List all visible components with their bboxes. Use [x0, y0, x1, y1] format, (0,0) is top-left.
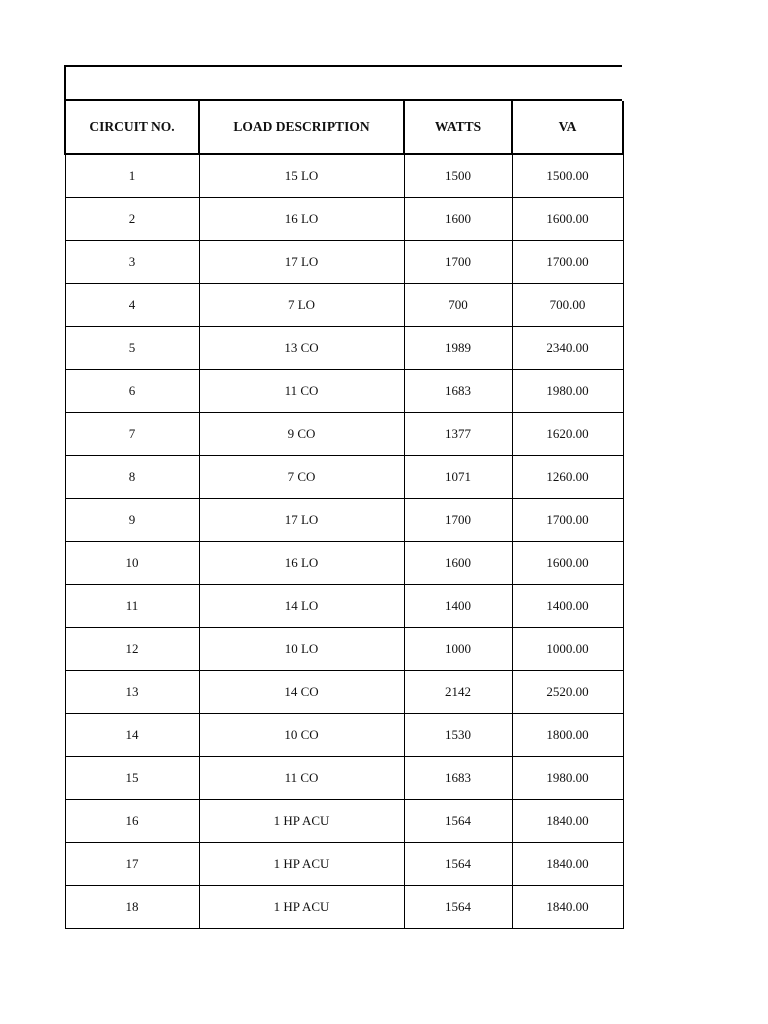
cell-watts: 1683	[404, 757, 512, 800]
header-watts: WATTS	[404, 101, 512, 154]
cell-va: 1400.00	[512, 585, 623, 628]
cell-load-description: 13 CO	[199, 327, 404, 370]
cell-va: 1600.00	[512, 542, 623, 585]
cell-circuit-no: 12	[65, 628, 199, 671]
table-row	[65, 413, 623, 456]
cell-circuit-no: 14	[65, 714, 199, 757]
cell-circuit-no: 18	[65, 886, 199, 929]
cell-load-description: 1 HP ACU	[199, 800, 404, 843]
cell-circuit-no: 6	[65, 370, 199, 413]
table-row	[65, 800, 623, 843]
table-row	[65, 499, 623, 542]
cell-va: 1000.00	[512, 628, 623, 671]
table-title-bar	[64, 65, 622, 101]
cell-va: 1840.00	[512, 800, 623, 843]
table-row	[65, 456, 623, 499]
cell-load-description: 17 LO	[199, 241, 404, 284]
cell-circuit-no: 15	[65, 757, 199, 800]
cell-watts: 1600	[404, 198, 512, 241]
cell-watts: 1700	[404, 241, 512, 284]
cell-circuit-no: 17	[65, 843, 199, 886]
table-row	[65, 757, 623, 800]
load-schedule-sheet	[64, 65, 622, 929]
cell-circuit-no: 11	[65, 585, 199, 628]
cell-circuit-no: 4	[65, 284, 199, 327]
table-row	[65, 628, 623, 671]
cell-load-description: 1 HP ACU	[199, 843, 404, 886]
cell-circuit-no: 7	[65, 413, 199, 456]
cell-circuit-no: 3	[65, 241, 199, 284]
cell-watts: 1071	[404, 456, 512, 499]
cell-circuit-no: 16	[65, 800, 199, 843]
cell-watts: 1564	[404, 800, 512, 843]
cell-watts: 1400	[404, 585, 512, 628]
table-row	[65, 198, 623, 241]
cell-watts: 1564	[404, 886, 512, 929]
cell-va: 1840.00	[512, 843, 623, 886]
cell-load-description: 1 HP ACU	[199, 886, 404, 929]
table-row	[65, 671, 623, 714]
cell-load-description: 10 LO	[199, 628, 404, 671]
cell-load-description: 16 LO	[199, 542, 404, 585]
cell-load-description: 7 CO	[199, 456, 404, 499]
cell-circuit-no: 2	[65, 198, 199, 241]
table-row	[65, 886, 623, 929]
header-circuit-no: CIRCUIT NO.	[65, 101, 199, 154]
cell-va: 1260.00	[512, 456, 623, 499]
cell-watts: 1700	[404, 499, 512, 542]
cell-circuit-no: 1	[65, 154, 199, 198]
cell-va: 1980.00	[512, 370, 623, 413]
cell-load-description: 16 LO	[199, 198, 404, 241]
cell-watts: 700	[404, 284, 512, 327]
cell-watts: 1989	[404, 327, 512, 370]
cell-va: 1700.00	[512, 499, 623, 542]
header-load-description: LOAD DESCRIPTION	[199, 101, 404, 154]
table-row	[65, 714, 623, 757]
table-row	[65, 284, 623, 327]
cell-circuit-no: 10	[65, 542, 199, 585]
cell-watts: 1500	[404, 154, 512, 198]
cell-load-description: 7 LO	[199, 284, 404, 327]
cell-watts: 1377	[404, 413, 512, 456]
cell-watts: 1530	[404, 714, 512, 757]
cell-va: 2520.00	[512, 671, 623, 714]
cell-circuit-no: 8	[65, 456, 199, 499]
cell-va: 1700.00	[512, 241, 623, 284]
load-schedule-table	[64, 101, 624, 929]
cell-va: 1620.00	[512, 413, 623, 456]
cell-watts: 1000	[404, 628, 512, 671]
cell-load-description: 15 LO	[199, 154, 404, 198]
cell-watts: 1600	[404, 542, 512, 585]
table-row	[65, 154, 623, 198]
cell-va: 700.00	[512, 284, 623, 327]
cell-load-description: 11 CO	[199, 370, 404, 413]
cell-va: 1980.00	[512, 757, 623, 800]
table-row	[65, 843, 623, 886]
header-va: VA	[512, 101, 623, 154]
cell-circuit-no: 5	[65, 327, 199, 370]
cell-load-description: 14 CO	[199, 671, 404, 714]
cell-va: 1500.00	[512, 154, 623, 198]
table-row	[65, 241, 623, 284]
cell-circuit-no: 13	[65, 671, 199, 714]
table-row	[65, 327, 623, 370]
cell-load-description: 9 CO	[199, 413, 404, 456]
cell-load-description: 11 CO	[199, 757, 404, 800]
cell-circuit-no: 9	[65, 499, 199, 542]
table-row	[65, 370, 623, 413]
table-row	[65, 542, 623, 585]
cell-load-description: 10 CO	[199, 714, 404, 757]
cell-watts: 1564	[404, 843, 512, 886]
cell-va: 1800.00	[512, 714, 623, 757]
header-row	[65, 101, 623, 154]
cell-load-description: 17 LO	[199, 499, 404, 542]
cell-watts: 1683	[404, 370, 512, 413]
cell-va: 2340.00	[512, 327, 623, 370]
cell-load-description: 14 LO	[199, 585, 404, 628]
cell-va: 1600.00	[512, 198, 623, 241]
cell-watts: 2142	[404, 671, 512, 714]
cell-va: 1840.00	[512, 886, 623, 929]
table-row	[65, 585, 623, 628]
